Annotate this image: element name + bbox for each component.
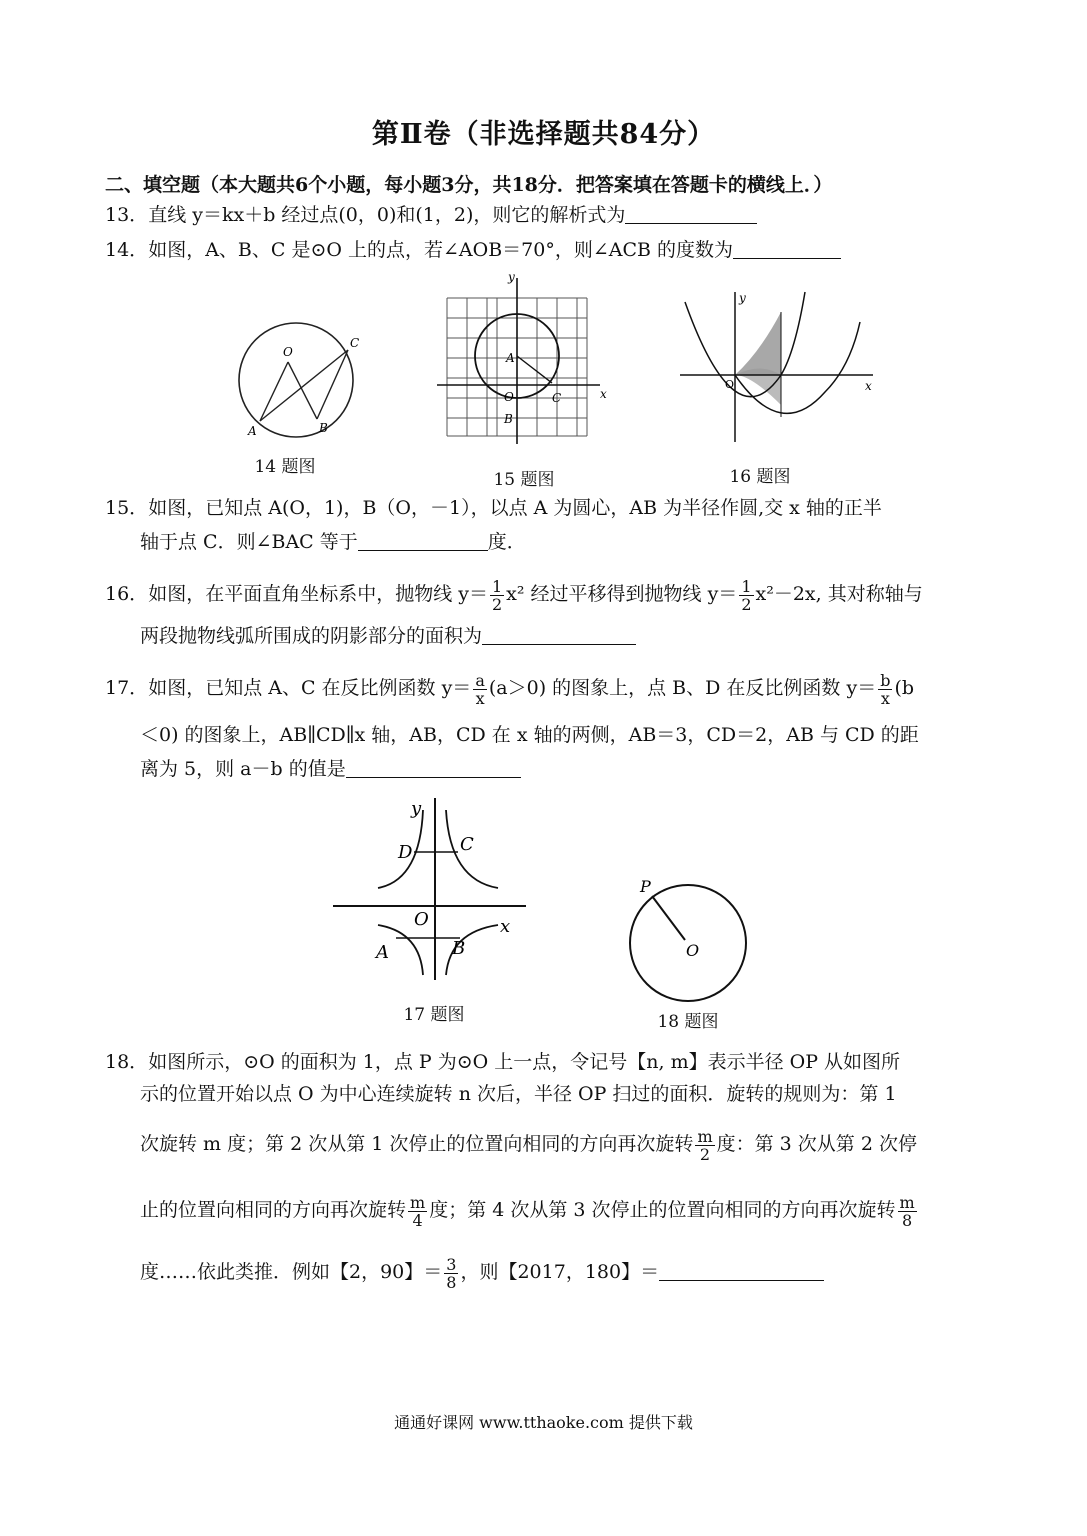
question-13 (105, 203, 757, 227)
answer-blank[interactable] (733, 238, 841, 259)
question-18: 18．如图所示，⊙O 的面积为 1，点 P 为⊙O 上一点，令记号【n, m】表示半径 OP 从如图所 (105, 1051, 901, 1073)
fraction: $\frac{1}{2}$ (741, 576, 752, 614)
question-17: 17．如图，已知点 A、C 在反比例函数 y＝ $\frac{a}{x}$ (a＞0) 的图象上，点 B、D 在反比例函数 y＝ $\frac{b}{x}$ (b (105, 670, 915, 708)
fraction: $\frac{b}{x}$ (880, 670, 891, 708)
page-title: 第Ⅱ卷（非选择题共84分） (371, 119, 716, 150)
figure-16-caption: 16 题图 (729, 467, 791, 487)
label-y: y (739, 291, 746, 305)
question-18-line3: 次旋转 m 度；第 2 次从第 1 次停止的位置向相同的方向再次旋转 $\frac{m}{2}$ 度：第 3 次从第 2 次停 (140, 1126, 917, 1164)
label-y: y (411, 798, 422, 819)
answer-blank[interactable] (659, 1260, 824, 1281)
figure-16 (675, 282, 885, 447)
label-c: C (460, 834, 474, 855)
label-c: C (552, 391, 562, 405)
label-o: O (725, 378, 735, 391)
question-text: 如图，已知点 A(O，1)，B（O，－1），以点 A 为圆心，AB 为半径作圆,交 x 轴的正半 (148, 497, 882, 519)
question-15-line2: 轴于点 C．则∠BAC 等于 度． (140, 531, 526, 553)
fraction: $\frac{a}{x}$ (475, 670, 485, 708)
fraction: $\frac{3}{8}$ (446, 1254, 457, 1292)
label-c: C (350, 336, 360, 350)
footer: 通通好课网 www.tthaoke.com 提供下载 (394, 1413, 693, 1432)
label-b: B (504, 412, 513, 426)
figure-17-caption: 17 题图 (403, 1005, 465, 1025)
figure-18 (620, 868, 760, 1008)
fraction: $\frac{1}{2}$ (491, 576, 503, 614)
question-16: 16．如图，在平面直角坐标系中，抛物线 y＝ $\frac{1}{2}$ x² 经过平移得到抛物线 y＝ $\frac{1}{2}$ x²－2x, 其对称轴与 (105, 576, 923, 614)
question-18-line5: 度……依此类推．例如【2，90】＝ $\frac{3}{8}$ ，则【2017，180】＝ (140, 1250, 824, 1294)
label-o: O (686, 941, 700, 960)
label-x: x (865, 379, 872, 393)
label-a: A (376, 942, 389, 963)
fraction: $\frac{m}{2}$ (697, 1126, 713, 1164)
label-a: A (248, 424, 257, 438)
label-y: y (508, 270, 515, 284)
section-heading: 二、填空题（本大题共6个小题，每小题3分，共18分．把答案填在答题卡的横线上．） (105, 174, 833, 196)
question-15 (105, 496, 882, 520)
figure-15-caption: 15 题图 (493, 470, 555, 490)
question-17-line3: 离为 5，则 a－b 的值是 (140, 757, 521, 781)
question-18-line2: 示的位置开始以点 O 为中心连续旋转 n 次后，半径 OP 扫过的面积．旋转的规则为：第 1 (140, 1083, 897, 1105)
label-x: x (600, 387, 607, 401)
label-a: A (506, 351, 515, 365)
label-o: O (504, 390, 514, 404)
label-p: P (640, 877, 651, 896)
label-o: O (283, 345, 293, 359)
label-d: D (398, 842, 413, 863)
answer-blank[interactable] (625, 203, 757, 224)
figure-18-caption: 18 题图 (657, 1012, 719, 1032)
answer-blank[interactable] (358, 530, 488, 551)
question-14 (105, 238, 841, 262)
fraction: $\frac{m}{8}$ (899, 1192, 915, 1230)
figure-15 (432, 268, 612, 448)
label-b: B (319, 421, 328, 435)
question-18-line4: 止的位置向相同的方向再次旋转 $\frac{m}{4}$ 度；第 4 次从第 3 次停止的位置向相同的方向再次旋转 $\frac{m}{8}$ (140, 1192, 915, 1230)
figure-17 (328, 790, 538, 990)
label-b: B (452, 938, 466, 959)
question-number: 14． (105, 239, 149, 261)
label-o: O (414, 909, 429, 930)
fraction: $\frac{m}{4}$ (410, 1192, 426, 1230)
question-16-line2: 两段抛物线弧所围成的阴影部分的面积为 (140, 624, 636, 648)
question-text: 直线 y＝kx＋b 经过点(0，0)和(1，2)，则它的解析式为 (148, 204, 626, 226)
question-number: 15． (105, 497, 149, 519)
label-x: x (500, 916, 511, 937)
answer-blank[interactable] (482, 624, 636, 645)
answer-blank[interactable] (346, 757, 521, 778)
question-17-line2: ＜0) 的图象上，AB∥CD∥x 轴，AB，CD 在 x 轴的两侧，AB＝3，CD＝2，AB 与 CD 的距 (140, 724, 919, 746)
figure-14 (220, 300, 380, 450)
question-text: 如图，A、B、C 是⊙O 上的点，若∠AOB＝70°，则∠ACB 的度数为 (148, 239, 734, 261)
question-number: 13． (105, 204, 149, 226)
figure-14-caption: 14 题图 (254, 457, 316, 477)
